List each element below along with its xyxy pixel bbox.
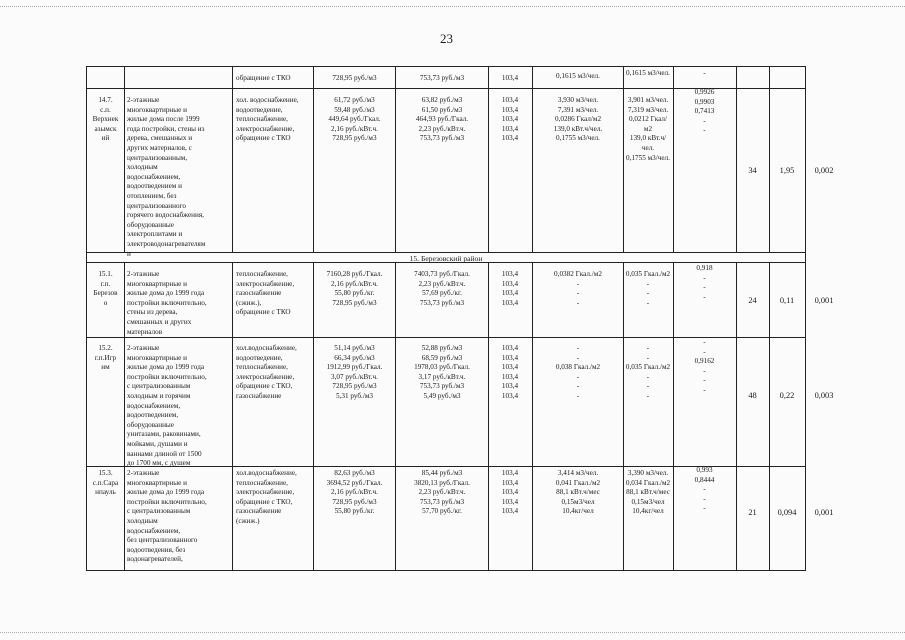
district-heading: 15. Березовский район [409, 254, 483, 263]
coef-cell: 0,993 0,8444 - - - [694, 466, 715, 513]
top-scan-edge [0, 6, 905, 7]
tariff-current-cell: 61,72 руб./м3 59,48 руб./м3 449,64 руб./Гкал. 2,16 руб./кВт.ч. 728,95 руб./м3 [328, 96, 381, 143]
column-divider [488, 262, 489, 570]
column-divider [532, 66, 533, 252]
col11-cell: 0,11 [779, 296, 795, 305]
column-divider [736, 262, 737, 570]
row-id-cell: 15.3. с.п.Сара нпауль [92, 469, 119, 497]
norm-new-cell: 3,390 м3/чел. 0,034 Гкал./м2 88,1 кВт.ч/мес 0,15м3/чел 10,4кг/чел [625, 469, 671, 516]
bottom-scan-edge [0, 632, 905, 633]
col12-cell: 0,001 [814, 508, 834, 517]
col10-cell: 21 [748, 508, 757, 517]
table-border-bottom [86, 570, 806, 571]
column-divider [736, 66, 737, 252]
column-divider [232, 66, 233, 252]
column-divider [769, 262, 770, 570]
index-cell: 103,4 103,4 103,4 103,4 103,4 [501, 469, 519, 516]
building-description-cell: 2-этажные многоквартирные и жилые дома до 1999 года постройки включительно, с централизованным холодным и горячим водоснабжением, водоотведением, оборудованные унитазами, раковинами, мойками, душами и ваннами длиной от 1500 до 1700 мм, с душем [127, 344, 207, 468]
services-cell: хол. водоснабжение, водоотведение, теплоснабжение, электроснабжение, обращение с ТКО [236, 96, 299, 143]
col12-cell: 0,003 [814, 391, 834, 400]
col11-cell: 0,22 [779, 391, 795, 400]
index-cell: 103,4 103,4 103,4 103,4 [501, 270, 519, 307]
norm-current-cell: 0,0382 Гкал./м2 - - - [554, 270, 602, 307]
norm-new-cell: 0,1615 м3/чел. [626, 69, 670, 77]
column-divider [673, 66, 674, 252]
column-divider [232, 262, 233, 570]
column-divider [623, 262, 624, 570]
column-divider [313, 262, 314, 570]
col10-cell: 48 [748, 391, 757, 400]
column-divider [395, 262, 396, 570]
tariff-current-cell: 728,95 руб./м3 [332, 74, 377, 82]
column-divider [805, 66, 806, 570]
page-number: 23 [440, 31, 453, 46]
coef-cell: 0,9926 0,9903 0,7413 - - [694, 88, 715, 135]
norm-current-cell: 3,414 м3/чел. 0,041 Гкал./м2 88,1 кВт.ч/мес 0,15м3/чел 10,4кг/чел [555, 469, 601, 516]
column-divider [395, 66, 396, 252]
tariff-new-cell: 7403,73 руб./Гкал. 2,23 руб./кВт.ч. 57,69 руб./кг. 753,73 руб./м3 [414, 270, 470, 307]
column-divider [673, 262, 674, 570]
column-divider [86, 66, 87, 570]
tariff-new-cell: 85,44 руб./м3 3820,13 руб./Гкал. 2,23 руб./кВт.ч. 753,73 руб./м3 57,70 руб./кг. [414, 469, 470, 516]
col10-cell: 34 [748, 166, 757, 175]
tariff-new-cell: 63,82 руб./м3 61,50 руб./м3 464,93 руб./Гкал. 2,23 руб./кВт.ч. 753,73 руб./м3 [415, 96, 469, 143]
row-id-cell: 14.7. с.п. Верхнек азымск ий [92, 96, 119, 143]
norm-new-cell: 0,035 Гкал./м2 - - - [625, 270, 671, 307]
building-description-cell: 2-этажные многоквартирные и жилые дома до 1999 года постройки включительно, стены из дерева, смешанных и других материалов [127, 270, 207, 336]
column-divider [769, 66, 770, 252]
col12-cell: 0,002 [814, 166, 834, 175]
col12-cell: 0,001 [814, 296, 834, 305]
norm-new-cell: - - 0,035 Гкал./м2 - - - [625, 344, 671, 400]
tariff-current-cell: 51,14 руб./м3 66,34 руб./м3 1912,99 руб./Гкал. 3,07 руб./кВт.ч. 728,95 руб./м3 5,31 руб./м3 [326, 344, 383, 400]
building-description-cell: 2-этажные многоквартирные и жилые дома до 1999 года постройки включительно, с централизованным холодным водоснабжением, без централизованного водоотведения, без водонагревателей, [127, 469, 207, 564]
norm-new-cell: 3,901 м3/чел. 7,319 м3/чел. 0,0212 Гкал/м2 139,0 кВт.ч/чел. 0,1755 м3/чел. [626, 96, 670, 162]
tariff-new-cell: 52,88 руб./м3 68,59 руб./м3 1978,03 руб./Гкал. 3,17 руб./кВт.ч. 753,73 руб./м3 5,49 руб./м3 [414, 344, 470, 400]
tariff-current-cell: 82,63 руб./м3 3694,52 руб./Гкал. 2,16 руб./кВт.ч. 728,95 руб./м3 55,80 руб./кг. [326, 469, 383, 516]
services-cell: теплоснабжение, электроснабжение, газоснабжение (сжиж.), обращение с ТКО [236, 270, 295, 317]
index-cell: 103,4 [501, 74, 519, 82]
col11-cell: 0,094 [777, 508, 797, 517]
services-cell: обращение с ТКО [236, 74, 291, 82]
column-divider [532, 262, 533, 570]
column-divider [124, 66, 125, 252]
norm-current-cell: - - 0,038 Гкал./м2 - - - [555, 344, 601, 400]
coef-cell: - [703, 69, 706, 77]
norm-current-cell: 0,1615 м3/чел. [556, 72, 600, 80]
services-cell: хол.водоснабжение, водоотведение, теплоснабжение, электроснабжение, обращение с ТКО, газоснабжение [236, 344, 297, 400]
tariff-current-cell: 7160,28 руб./Гкал. 2,16 руб./кВт.ч. 55,80 руб./кг. 728,95 руб./м3 [326, 270, 383, 307]
row-id-cell: 15.1. г.п. Березов о [93, 270, 118, 307]
tariff-table [86, 66, 834, 571]
col11-cell: 1,95 [779, 166, 795, 175]
services-cell: хол.водоснабжение, теплоснабжение, электроснабжение, обращение с ТКО, газоснабжение (сжиж.) [236, 469, 297, 525]
col10-cell: 24 [748, 296, 757, 305]
column-divider [313, 66, 314, 252]
index-cell: 103,4 103,4 103,4 103,4 103,4 103,4 [501, 344, 519, 400]
column-divider [124, 262, 125, 570]
norm-current-cell: 3,930 м3/чел. 7,391 м3/чел. 0,0286 Гкал/м2 139,0 кВт.ч/чел. 0,1755 м3/чел. [553, 96, 603, 143]
row-id-cell: 15.2. г.п.Игр им [94, 344, 117, 372]
coef-cell: - - 0,9162 - - - [694, 338, 715, 394]
column-divider [488, 66, 489, 252]
column-divider [623, 66, 624, 252]
table-border-top [86, 66, 806, 67]
building-description-cell: 2-этажные многоквартирные и жилые дома после 1999 года постройки, стены из дерева, смешанных и других материалов, с централизованным, холодным водоснабжением, водоотведением и отоплением, без централизованного горячего водоснабжения, оборудованные электроплитами и электроводонагревателям и [127, 96, 206, 258]
index-cell: 103,4 103,4 103,4 103,4 103,4 [501, 96, 519, 143]
coef-cell: 0,918 - - - [696, 264, 713, 301]
tariff-new-cell: 753,73 руб./м3 [419, 74, 465, 82]
